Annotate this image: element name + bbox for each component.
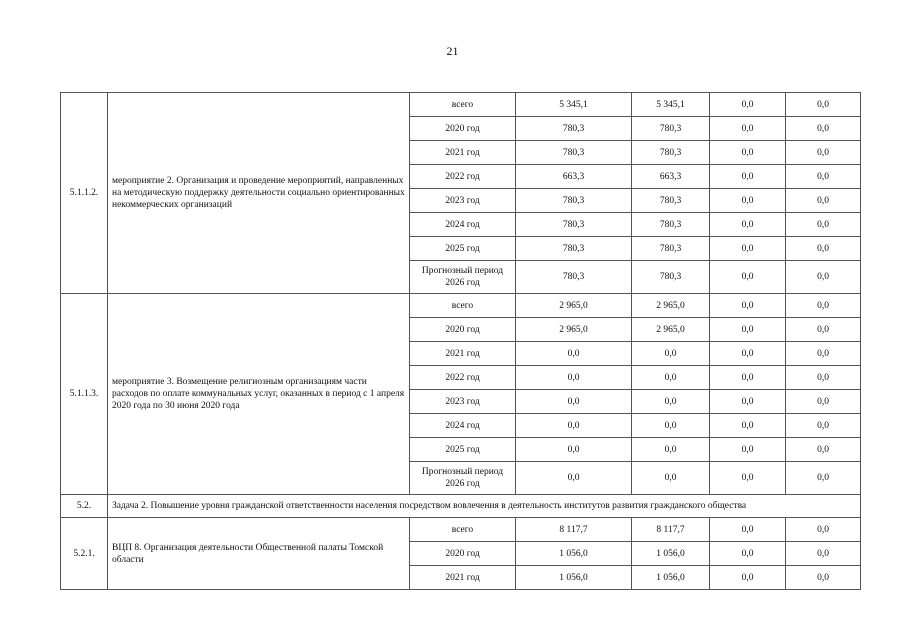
total-amount-cell: 780,3 [516, 141, 632, 165]
period-cell: 2023 год [410, 390, 516, 414]
total-amount-cell: 780,3 [516, 237, 632, 261]
total-amount-cell: 0,0 [516, 342, 632, 366]
other-source-cell: 0,0 [710, 566, 786, 590]
item-description: мероприятие 2. Организация и проведение мероприятий, направленных на методическую поддержку деятельности социально ориентированных некоммерческих организаций [108, 93, 410, 294]
regional-budget-cell: 780,3 [632, 261, 710, 294]
period-cell: 2020 год [410, 117, 516, 141]
period-cell: Прогнозный период 2026 год [410, 261, 516, 294]
regional-budget-cell: 780,3 [632, 237, 710, 261]
regional-budget-cell: 0,0 [632, 462, 710, 495]
regional-budget-cell: 8 117,7 [632, 518, 710, 542]
regional-budget-cell: 0,0 [632, 414, 710, 438]
total-amount-cell: 0,0 [516, 414, 632, 438]
period-cell: 2020 год [410, 542, 516, 566]
period-cell: 2022 год [410, 366, 516, 390]
item-description: мероприятие 3. Возмещение религиозным организациям части расходов по оплате коммунальных услуг, оказанных в период с 1 апреля 2020 года по 30 июня 2020 года [108, 294, 410, 495]
regional-budget-cell: 780,3 [632, 117, 710, 141]
table-row [61, 518, 861, 542]
other-source-cell: 0,0 [786, 237, 861, 261]
total-amount-cell: 0,0 [516, 438, 632, 462]
other-source-cell: 0,0 [786, 93, 861, 117]
other-source-cell: 0,0 [710, 294, 786, 318]
total-amount-cell: 1 056,0 [516, 566, 632, 590]
task-code: 5.2. [61, 495, 108, 518]
other-source-cell: 0,0 [710, 438, 786, 462]
total-amount-cell: 1 056,0 [516, 542, 632, 566]
period-cell: всего [410, 518, 516, 542]
other-source-cell: 0,0 [710, 390, 786, 414]
period-cell: 2020 год [410, 318, 516, 342]
table-row [61, 294, 861, 318]
regional-budget-cell: 780,3 [632, 189, 710, 213]
regional-budget-cell: 0,0 [632, 366, 710, 390]
period-cell: 2025 год [410, 237, 516, 261]
regional-budget-cell: 663,3 [632, 165, 710, 189]
period-cell: 2024 год [410, 414, 516, 438]
other-source-cell: 0,0 [710, 342, 786, 366]
table-row [61, 93, 861, 117]
other-source-cell: 0,0 [710, 462, 786, 495]
regional-budget-cell: 0,0 [632, 390, 710, 414]
other-source-cell: 0,0 [710, 189, 786, 213]
period-cell: всего [410, 294, 516, 318]
total-amount-cell: 2 965,0 [516, 318, 632, 342]
period-cell: 2023 год [410, 189, 516, 213]
total-amount-cell: 780,3 [516, 213, 632, 237]
total-amount-cell: 2 965,0 [516, 294, 632, 318]
other-source-cell: 0,0 [710, 542, 786, 566]
other-source-cell: 0,0 [710, 237, 786, 261]
total-amount-cell: 0,0 [516, 366, 632, 390]
other-source-cell: 0,0 [786, 294, 861, 318]
regional-budget-cell: 1 056,0 [632, 566, 710, 590]
other-source-cell: 0,0 [786, 542, 861, 566]
other-source-cell: 0,0 [710, 93, 786, 117]
period-cell: 2025 год [410, 438, 516, 462]
other-source-cell: 0,0 [710, 165, 786, 189]
other-source-cell: 0,0 [710, 414, 786, 438]
page-number: 21 [446, 44, 459, 58]
period-cell: 2021 год [410, 566, 516, 590]
other-source-cell: 0,0 [786, 390, 861, 414]
budget-table [60, 92, 861, 590]
other-source-cell: 0,0 [786, 213, 861, 237]
period-cell: 2021 год [410, 342, 516, 366]
item-code: 5.2.1. [61, 518, 108, 590]
period-cell: Прогнозный период 2026 год [410, 462, 516, 495]
regional-budget-cell: 0,0 [632, 342, 710, 366]
period-cell: 2021 год [410, 141, 516, 165]
total-amount-cell: 0,0 [516, 462, 632, 495]
period-cell: всего [410, 93, 516, 117]
other-source-cell: 0,0 [710, 141, 786, 165]
other-source-cell: 0,0 [786, 117, 861, 141]
total-amount-cell: 780,3 [516, 189, 632, 213]
total-amount-cell: 0,0 [516, 390, 632, 414]
other-source-cell: 0,0 [710, 318, 786, 342]
task-description: Задача 2. Повышение уровня гражданской ответственности населения посредством вовлечения в деятельность институтов развития гражданского общества [108, 495, 861, 518]
period-cell: 2024 год [410, 213, 516, 237]
regional-budget-cell: 780,3 [632, 141, 710, 165]
other-source-cell: 0,0 [710, 117, 786, 141]
other-source-cell: 0,0 [786, 342, 861, 366]
item-code: 5.1.1.2. [61, 93, 108, 294]
other-source-cell: 0,0 [710, 213, 786, 237]
other-source-cell: 0,0 [786, 518, 861, 542]
total-amount-cell: 663,3 [516, 165, 632, 189]
other-source-cell: 0,0 [786, 189, 861, 213]
regional-budget-cell: 5 345,1 [632, 93, 710, 117]
other-source-cell: 0,0 [710, 518, 786, 542]
other-source-cell: 0,0 [786, 438, 861, 462]
other-source-cell: 0,0 [786, 366, 861, 390]
other-source-cell: 0,0 [786, 462, 861, 495]
other-source-cell: 0,0 [786, 165, 861, 189]
other-source-cell: 0,0 [786, 566, 861, 590]
regional-budget-cell: 2 965,0 [632, 294, 710, 318]
other-source-cell: 0,0 [710, 366, 786, 390]
other-source-cell: 0,0 [786, 318, 861, 342]
regional-budget-cell: 0,0 [632, 438, 710, 462]
task-row [61, 495, 861, 518]
other-source-cell: 0,0 [786, 261, 861, 294]
item-code: 5.1.1.3. [61, 294, 108, 495]
other-source-cell: 0,0 [786, 141, 861, 165]
regional-budget-cell: 780,3 [632, 213, 710, 237]
regional-budget-cell: 2 965,0 [632, 318, 710, 342]
total-amount-cell: 780,3 [516, 261, 632, 294]
period-cell: 2022 год [410, 165, 516, 189]
total-amount-cell: 8 117,7 [516, 518, 632, 542]
total-amount-cell: 5 345,1 [516, 93, 632, 117]
total-amount-cell: 780,3 [516, 117, 632, 141]
regional-budget-cell: 1 056,0 [632, 542, 710, 566]
item-description: ВЦП 8. Организация деятельности Общественной палаты Томской области [108, 518, 410, 590]
other-source-cell: 0,0 [786, 414, 861, 438]
other-source-cell: 0,0 [710, 261, 786, 294]
